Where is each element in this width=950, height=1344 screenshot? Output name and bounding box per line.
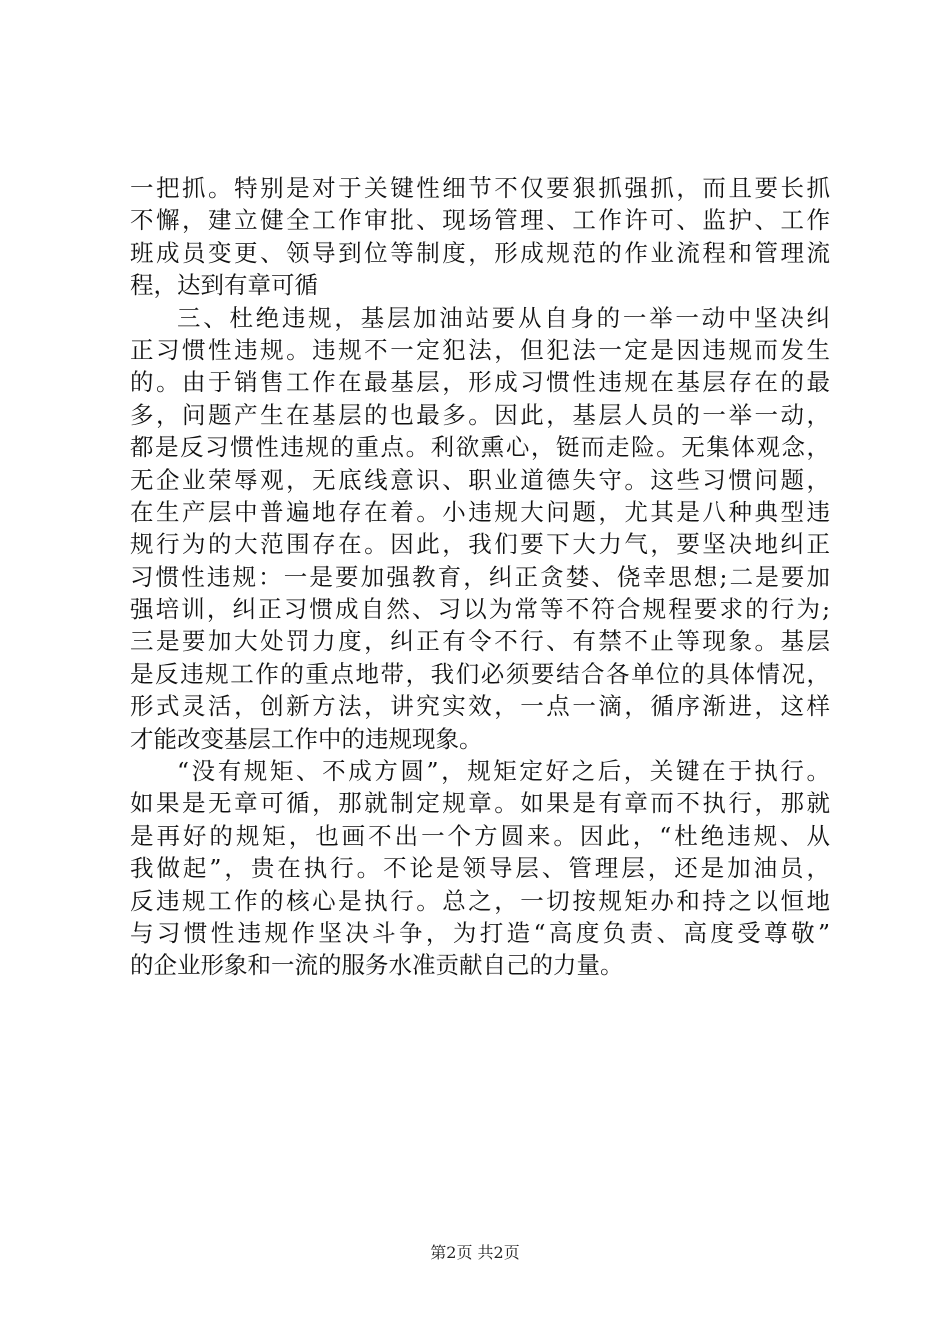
text-line: 是反违规工作的重点地带，我们必须要结合各单位的具体情况，: [130, 659, 830, 688]
text-line: 的企业形象和一流的服务水准贡献自己的力量。: [130, 951, 624, 980]
body-text: [130, 172, 830, 982]
text-line: 如果是无章可循，那就制定规章。如果是有章而不执行，那就: [130, 789, 830, 818]
text-line: 多，问题产生在基层的也最多。因此，基层人员的一举一动，: [130, 400, 830, 429]
text-line: 不懈，建立健全工作审批、现场管理、工作许可、监护、工作: [130, 206, 830, 235]
text-line: 班成员变更、领导到位等制度，形成规范的作业流程和管理流: [130, 238, 830, 267]
text-line: 程，达到有章可循: [130, 271, 318, 300]
text-line: 是再好的规矩，也画不出一个方圆来。因此，“杜绝违规、从: [130, 821, 830, 850]
text-line: 一把抓。特别是对于关键性细节不仅要狠抓强抓，而且要长抓: [130, 174, 830, 202]
text-line: 才能改变基层工作中的违规现象。: [130, 724, 483, 753]
page-footer: 第2页 共2页: [430, 1243, 520, 1262]
text-line: 规行为的大范围存在。因此，我们要下大力气，要坚决地纠正: [130, 530, 830, 559]
text-line: 形式灵活，创新方法，讲究实效，一点一滴，循序渐进，这样: [130, 692, 830, 721]
text-line: 强培训，纠正习惯成自然、习以为常等不符合规程要求的行为;: [130, 595, 830, 624]
text-line: 在生产层中普遍地存在着。小违规大问题，尤其是八种典型违: [130, 497, 830, 526]
text-line: 无企业荣辱观，无底线意识、职业道德失守。这些习惯问题，: [130, 465, 830, 494]
text-line: 我做起”，贵在执行。不论是领导层、管理层，还是加油员，: [130, 854, 830, 883]
text-line: 都是反习惯性违规的重点。利欲熏心，铤而走险。无集体观念，: [130, 433, 830, 462]
text-line: “没有规矩、不成方圆”，规矩定好之后，关键在于执行。: [177, 757, 830, 786]
text-line: 三是要加大处罚力度，纠正有令不行、有禁不止等现象。基层: [130, 627, 830, 656]
text-line: 正习惯性违规。违规不一定犯法，但犯法一定是因违规而发生: [130, 335, 830, 364]
text-line: 与习惯性违规作坚决斗争，为打造“高度负责、高度受尊敬”: [130, 918, 830, 947]
text-line: 三、杜绝违规，基层加油站要从自身的一举一动中坚决纠: [177, 303, 830, 332]
text-line: 反违规工作的核心是执行。总之，一切按规矩办和持之以恒地: [130, 886, 830, 915]
text-line: 的。由于销售工作在最基层，形成习惯性违规在基层存在的最: [130, 368, 830, 397]
text-line: 习惯性违规：一是要加强教育，纠正贪婪、侥幸思想;二是要加: [130, 562, 830, 591]
